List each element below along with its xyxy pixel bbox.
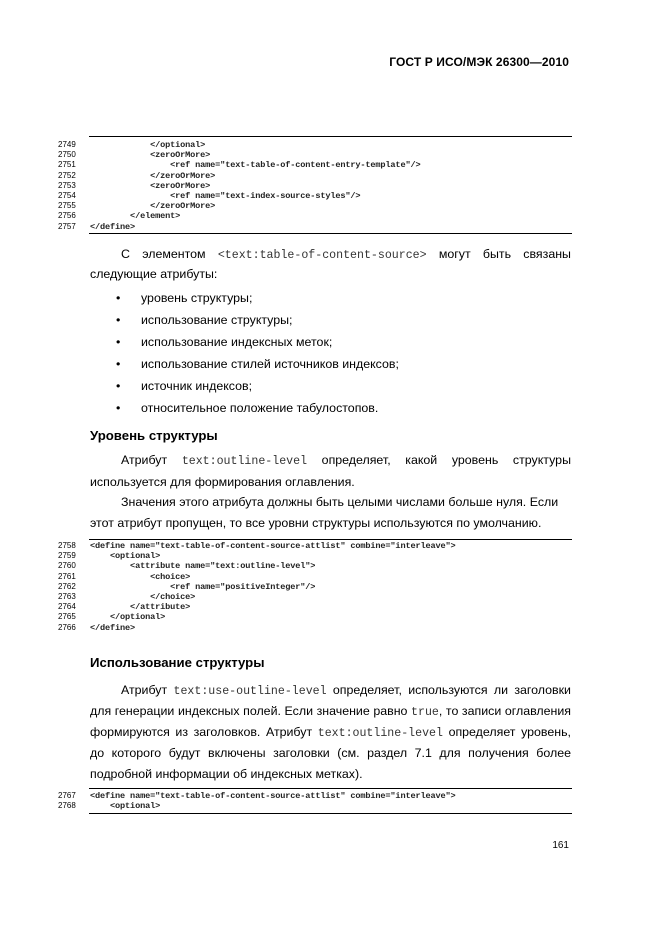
line-number: 2766 bbox=[58, 622, 76, 632]
list-item bbox=[116, 397, 399, 419]
line-number: 2763 bbox=[58, 591, 76, 601]
code-text: <zeroOrMore> bbox=[90, 150, 211, 161]
code-text: </zeroOrMore> bbox=[90, 201, 216, 212]
code-line bbox=[58, 150, 572, 160]
code-text: </choice> bbox=[90, 591, 196, 602]
code-lines bbox=[58, 137, 572, 232]
list-item-text: относительное положение табулостопов. bbox=[141, 401, 379, 415]
section2-line2 bbox=[90, 701, 571, 723]
code-line bbox=[58, 140, 572, 150]
code-line bbox=[58, 211, 572, 221]
intro-text-after: могут быть связаны bbox=[438, 247, 571, 261]
section1-p1-line2: используется для формирования оглавления. bbox=[90, 475, 355, 489]
section-heading-use-outline: Использование структуры bbox=[90, 655, 265, 670]
line-number: 2756 bbox=[58, 211, 76, 221]
bullet-icon: • bbox=[116, 379, 121, 393]
code-text: <optional> bbox=[90, 551, 161, 562]
line-number: 2751 bbox=[58, 160, 76, 170]
line-number: 2767 bbox=[58, 791, 76, 800]
code-text: </optional> bbox=[90, 140, 206, 150]
section2-line4: до которого будут включены заголовки (см. раздел 7.1 для получения более bbox=[90, 746, 571, 760]
page-number: 161 bbox=[552, 840, 569, 851]
line-number: 2749 bbox=[58, 140, 76, 149]
bottom-rule bbox=[89, 233, 572, 234]
code-line bbox=[58, 612, 572, 622]
line-number: 2757 bbox=[58, 221, 76, 231]
s2-l3-b: определяет уровень, bbox=[448, 725, 571, 739]
code-line bbox=[58, 551, 572, 561]
code-listing-3 bbox=[58, 788, 572, 814]
section1-p2-line1: Значения этого атрибута должны быть целыми числами больше нуля. Если bbox=[121, 495, 559, 509]
code-lines bbox=[58, 789, 572, 811]
intro-element-code: <text:table-of-content-source> bbox=[217, 249, 427, 262]
line-number: 2753 bbox=[58, 180, 76, 190]
s2-true-code: true bbox=[411, 706, 439, 719]
code-line bbox=[58, 791, 572, 801]
list-item bbox=[116, 287, 399, 309]
code-text: </define> bbox=[90, 622, 136, 633]
line-number: 2755 bbox=[58, 201, 76, 211]
code-line bbox=[58, 181, 572, 191]
section-heading-outline-level: Уровень структуры bbox=[90, 428, 218, 443]
code-line bbox=[58, 592, 572, 602]
list-item-text: источник индексов; bbox=[141, 379, 253, 393]
s2-attribute-code: text:use-outline-level bbox=[173, 685, 327, 698]
code-text: </define> bbox=[90, 221, 136, 232]
code-text: </element> bbox=[90, 211, 181, 222]
code-line bbox=[58, 171, 572, 181]
intro-text-before: С элементом bbox=[121, 247, 206, 261]
code-line bbox=[58, 801, 572, 811]
code-line bbox=[58, 160, 572, 170]
list-item-text: уровень структуры; bbox=[141, 291, 253, 305]
s2-l3-code: text:outline-level bbox=[317, 727, 443, 740]
code-text: <define name="text-table-of-content-source-attlist" combine="interleave"> bbox=[90, 541, 456, 551]
code-line bbox=[58, 572, 572, 582]
code-text: <ref name="text-index-source-styles"/> bbox=[90, 190, 361, 201]
section2-line5: подробной информации об индексных метках). bbox=[90, 767, 363, 781]
bullet-icon: • bbox=[116, 357, 121, 371]
line-number: 2759 bbox=[58, 551, 76, 561]
intro-line-2: следующие атрибуты: bbox=[90, 267, 218, 281]
section1-p2-line2: этот атрибут пропущен, то все уровни структуры используются по умолчанию. bbox=[90, 516, 542, 530]
s2-l2-b: , то записи оглавления bbox=[438, 704, 571, 718]
code-text: <optional> bbox=[90, 801, 161, 812]
line-number: 2754 bbox=[58, 190, 76, 200]
list-item-text: использование индексных меток; bbox=[141, 335, 333, 349]
code-text: </attribute> bbox=[90, 602, 191, 613]
p1-word: Атрибут bbox=[121, 453, 168, 467]
code-text: <choice> bbox=[90, 571, 191, 582]
bottom-rule bbox=[89, 813, 572, 814]
p1-rest: определяет, какой уровень структуры bbox=[321, 453, 571, 467]
section1-p1-line1 bbox=[90, 450, 571, 472]
s2-rest: определяет, используются ли заголовки bbox=[332, 683, 571, 697]
s2-l2-a: для генерации индексных полей. Если значение равно bbox=[90, 704, 408, 718]
code-line bbox=[58, 541, 572, 551]
line-number: 2758 bbox=[58, 541, 76, 550]
bullet-icon: • bbox=[116, 313, 121, 327]
intro-line-1 bbox=[90, 244, 571, 266]
s2-word: Атрибут bbox=[121, 683, 168, 697]
code-line bbox=[58, 561, 572, 571]
code-lines bbox=[58, 540, 572, 633]
bullet-icon: • bbox=[116, 401, 121, 415]
line-number: 2752 bbox=[58, 170, 76, 180]
list-item bbox=[116, 353, 399, 375]
code-line bbox=[58, 602, 572, 612]
code-line bbox=[58, 191, 572, 201]
attributes-list bbox=[116, 287, 399, 419]
s2-l3-a: формируются из заголовков. Атрибут bbox=[90, 725, 313, 739]
section2-line3 bbox=[90, 722, 571, 744]
line-number: 2768 bbox=[58, 801, 76, 811]
list-item bbox=[116, 331, 399, 353]
code-line bbox=[58, 201, 572, 211]
code-line bbox=[58, 222, 572, 232]
list-item bbox=[116, 375, 399, 397]
line-number: 2762 bbox=[58, 581, 76, 591]
bullet-icon: • bbox=[116, 335, 121, 349]
code-text: <ref name="text-table-of-content-entry-template"/> bbox=[90, 160, 421, 171]
line-number: 2764 bbox=[58, 602, 76, 612]
list-item bbox=[116, 309, 399, 331]
section2-line1 bbox=[90, 680, 571, 702]
line-number: 2761 bbox=[58, 571, 76, 581]
line-number: 2750 bbox=[58, 150, 76, 160]
code-text: <zeroOrMore> bbox=[90, 180, 211, 191]
code-line bbox=[58, 623, 572, 633]
line-number: 2760 bbox=[58, 561, 76, 571]
code-text: <attribute name="text:outline-level"> bbox=[90, 561, 316, 572]
list-item-text: использование стилей источников индексов; bbox=[141, 357, 399, 371]
p1-attribute-code: text:outline-level bbox=[181, 455, 308, 468]
document-header: ГОСТ Р ИСО/МЭК 26300—2010 bbox=[389, 55, 569, 69]
code-text: <define name="text-table-of-content-source-attlist" combine="interleave"> bbox=[90, 791, 456, 801]
code-listing-1 bbox=[58, 136, 572, 234]
list-item-text: использование структуры; bbox=[141, 313, 293, 327]
code-text: </optional> bbox=[90, 612, 166, 623]
bullet-icon: • bbox=[116, 291, 121, 305]
code-line bbox=[58, 582, 572, 592]
line-number: 2765 bbox=[58, 612, 76, 622]
code-text: </zeroOrMore> bbox=[90, 170, 216, 181]
code-listing-2 bbox=[58, 539, 572, 633]
code-text: <ref name="positiveInteger"/> bbox=[90, 581, 316, 592]
